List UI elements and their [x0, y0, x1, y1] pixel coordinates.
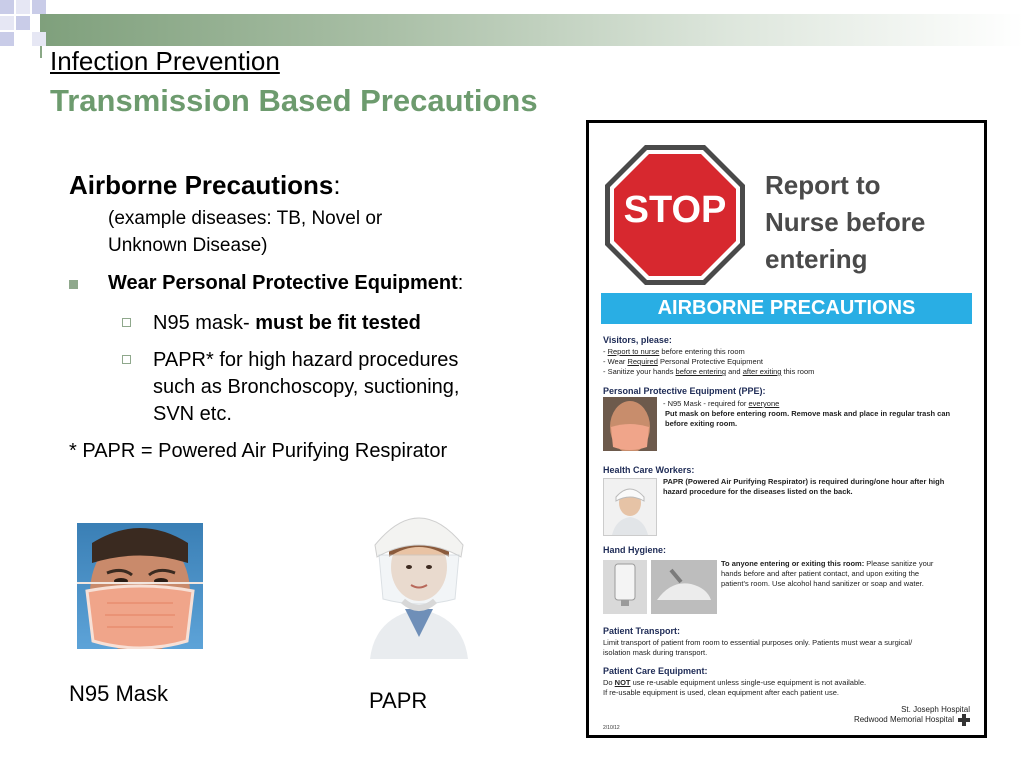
header-gradient-bar [40, 14, 1024, 46]
patient-transport-title: Patient Transport: [603, 626, 681, 636]
hcw-title: Health Care Workers: [603, 465, 695, 475]
ppe-mask-thumb [603, 397, 657, 451]
sanitizer-dispenser-thumb [603, 560, 647, 614]
hcw-line-2: hazard procedure for the diseases listed on the back. [663, 487, 853, 496]
ppe-line-2: Put mask on before entering room. Remove mask and place in regular trash can [665, 409, 951, 418]
bullet-hollow-square-icon [122, 355, 131, 364]
sign-date: 2/10/12 [603, 725, 620, 731]
airborne-precautions-sign [586, 120, 987, 738]
example-line-1: (example diseases: TB, Novel or [108, 208, 383, 229]
sub2-line-3: SVN etc. [153, 403, 232, 425]
airborne-banner: AIRBORNE PRECAUTIONS [601, 293, 972, 324]
ppe-line-1: - N95 Mask - required for everyone [663, 399, 780, 408]
slide-title: Infection Prevention [50, 46, 280, 76]
heading-text: Airborne Precautions [69, 170, 334, 200]
patient-transport-line-1: Limit transport of patient from room to essential purposes only. Patients must wear a surgical/ [603, 638, 913, 647]
visitors-line-2: - Wear Required Personal Protective Equipment [603, 357, 763, 366]
handwashing-thumb [651, 560, 717, 614]
pce-line-1: Do NOT use re-usable equipment unless single-use equipment is not available. [603, 678, 867, 687]
report-line-3: entering [765, 244, 868, 274]
bullet-hollow-square-icon [122, 318, 131, 327]
papr-caption: PAPR [369, 688, 428, 713]
ppe-bullet-colon: : [457, 272, 464, 294]
slide-subtitle: Transmission Based Precautions [50, 83, 538, 118]
visitors-line-3: - Sanitize your hands before entering and after exiting this room [603, 367, 815, 376]
heading-colon: : [333, 170, 341, 200]
papr-photo [345, 497, 493, 659]
report-to-nurse [765, 167, 925, 278]
stop-sign-icon [603, 143, 747, 287]
ppe-title: Personal Protective Equipment (PPE): [603, 386, 766, 396]
example-line-2: Unknown Disease) [108, 235, 268, 256]
visitors-line-1: - Report to nurse before entering this room [603, 347, 745, 356]
ppe-line-3: before exiting room. [665, 419, 738, 428]
bullet-square-icon [69, 280, 78, 289]
sub1-text: N95 mask- [153, 312, 256, 334]
hcw-line-1: PAPR (Powered Air Purifying Respirator) is required during/one hour after high [663, 477, 945, 486]
hospital-name-2: Redwood Memorial Hospital [853, 715, 954, 724]
hospital-name-1: St. Joseph Hospital [901, 705, 970, 714]
papr-footnote: * PAPR = Powered Air Purifying Respirator [69, 440, 448, 462]
sub2-line-1: PAPR* for high hazard procedures [153, 349, 459, 371]
patient-care-equipment-title: Patient Care Equipment: [603, 666, 708, 676]
hand-hygiene-line-3: patient's room. Use alcohol hand sanitizer or soap and water. [721, 579, 924, 588]
sub2-line-2: such as Bronchoscopy, suctioning, [153, 376, 460, 398]
n95-caption: N95 Mask [69, 681, 169, 706]
example-diseases [108, 205, 488, 259]
visitors-title: Visitors, please: [603, 335, 672, 345]
hand-hygiene-line-1: To anyone entering or exiting this room: Please sanitize your [721, 559, 934, 568]
report-line-1: Report to [765, 170, 881, 200]
report-line-2: Nurse before [765, 207, 926, 237]
hand-hygiene-title: Hand Hygiene: [603, 545, 667, 555]
ppe-bullet-text: Wear Personal Protective Equipment [108, 272, 458, 294]
hcw-papr-thumb [603, 478, 657, 536]
sub1-bold: must be fit tested [255, 312, 421, 334]
hospital-cross-icon [958, 713, 970, 725]
stop-text: STOP [623, 189, 727, 231]
n95-mask-photo [77, 523, 203, 649]
section-heading [69, 170, 341, 201]
hand-hygiene-line-2: hands before and after patient contact, and upon exiting the [721, 569, 920, 578]
patient-transport-line-2: isolation mask during transport. [603, 648, 708, 657]
header-squares [0, 0, 60, 50]
pce-line-2: If re-usable equipment is used, clean equipment after each patient use. [603, 688, 839, 697]
